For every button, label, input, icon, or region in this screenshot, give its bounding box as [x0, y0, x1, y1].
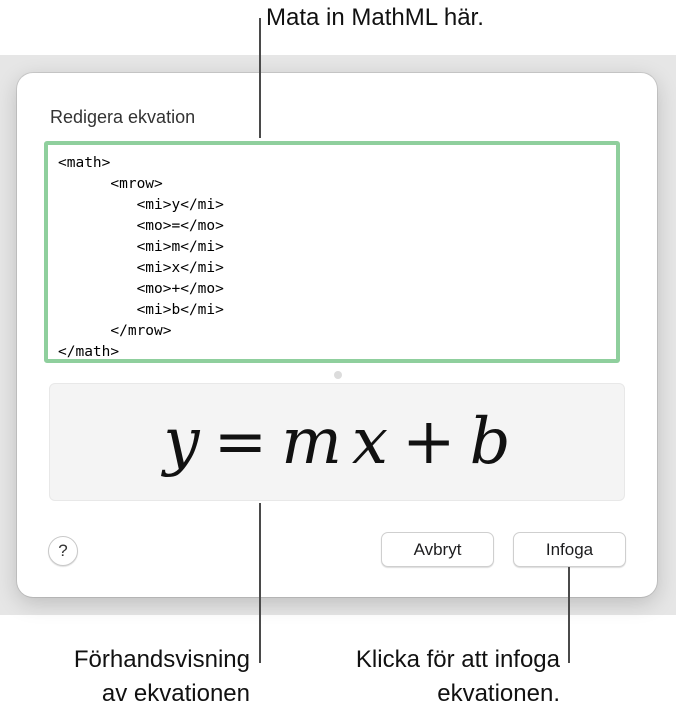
- formula-b: b: [469, 405, 511, 479]
- resize-handle[interactable]: [334, 371, 342, 379]
- formula-m: m: [281, 405, 342, 479]
- edit-equation-dialog: [17, 73, 657, 597]
- formula-plus: +: [401, 405, 456, 479]
- equation-preview: [49, 383, 625, 501]
- callout-line-editor: [259, 18, 261, 138]
- formula-equals: =: [213, 405, 268, 479]
- dialog-title: Redigera ekvation: [50, 107, 196, 127]
- callout-preview-text-2: av ekvationen: [101, 680, 250, 707]
- callout-editor-text: Mata in MathML här.: [266, 4, 484, 31]
- callout-line-preview: [259, 503, 261, 663]
- formula-x: x: [351, 405, 388, 479]
- equation-formula: [163, 405, 511, 479]
- callout-insert-text-2: ekvationen.: [437, 680, 560, 707]
- cancel-button[interactable]: Avbryt: [381, 532, 494, 567]
- callout-preview-text-1: Förhandsvisning: [73, 646, 250, 673]
- help-button[interactable]: ?: [48, 536, 78, 566]
- callout-insert-text-1: Klicka för att infoga: [355, 646, 560, 673]
- formula-y: y: [163, 405, 200, 479]
- callout-line-insert: [568, 567, 570, 663]
- insert-button[interactable]: Infoga: [513, 532, 626, 567]
- mathml-editor[interactable]: [44, 141, 620, 363]
